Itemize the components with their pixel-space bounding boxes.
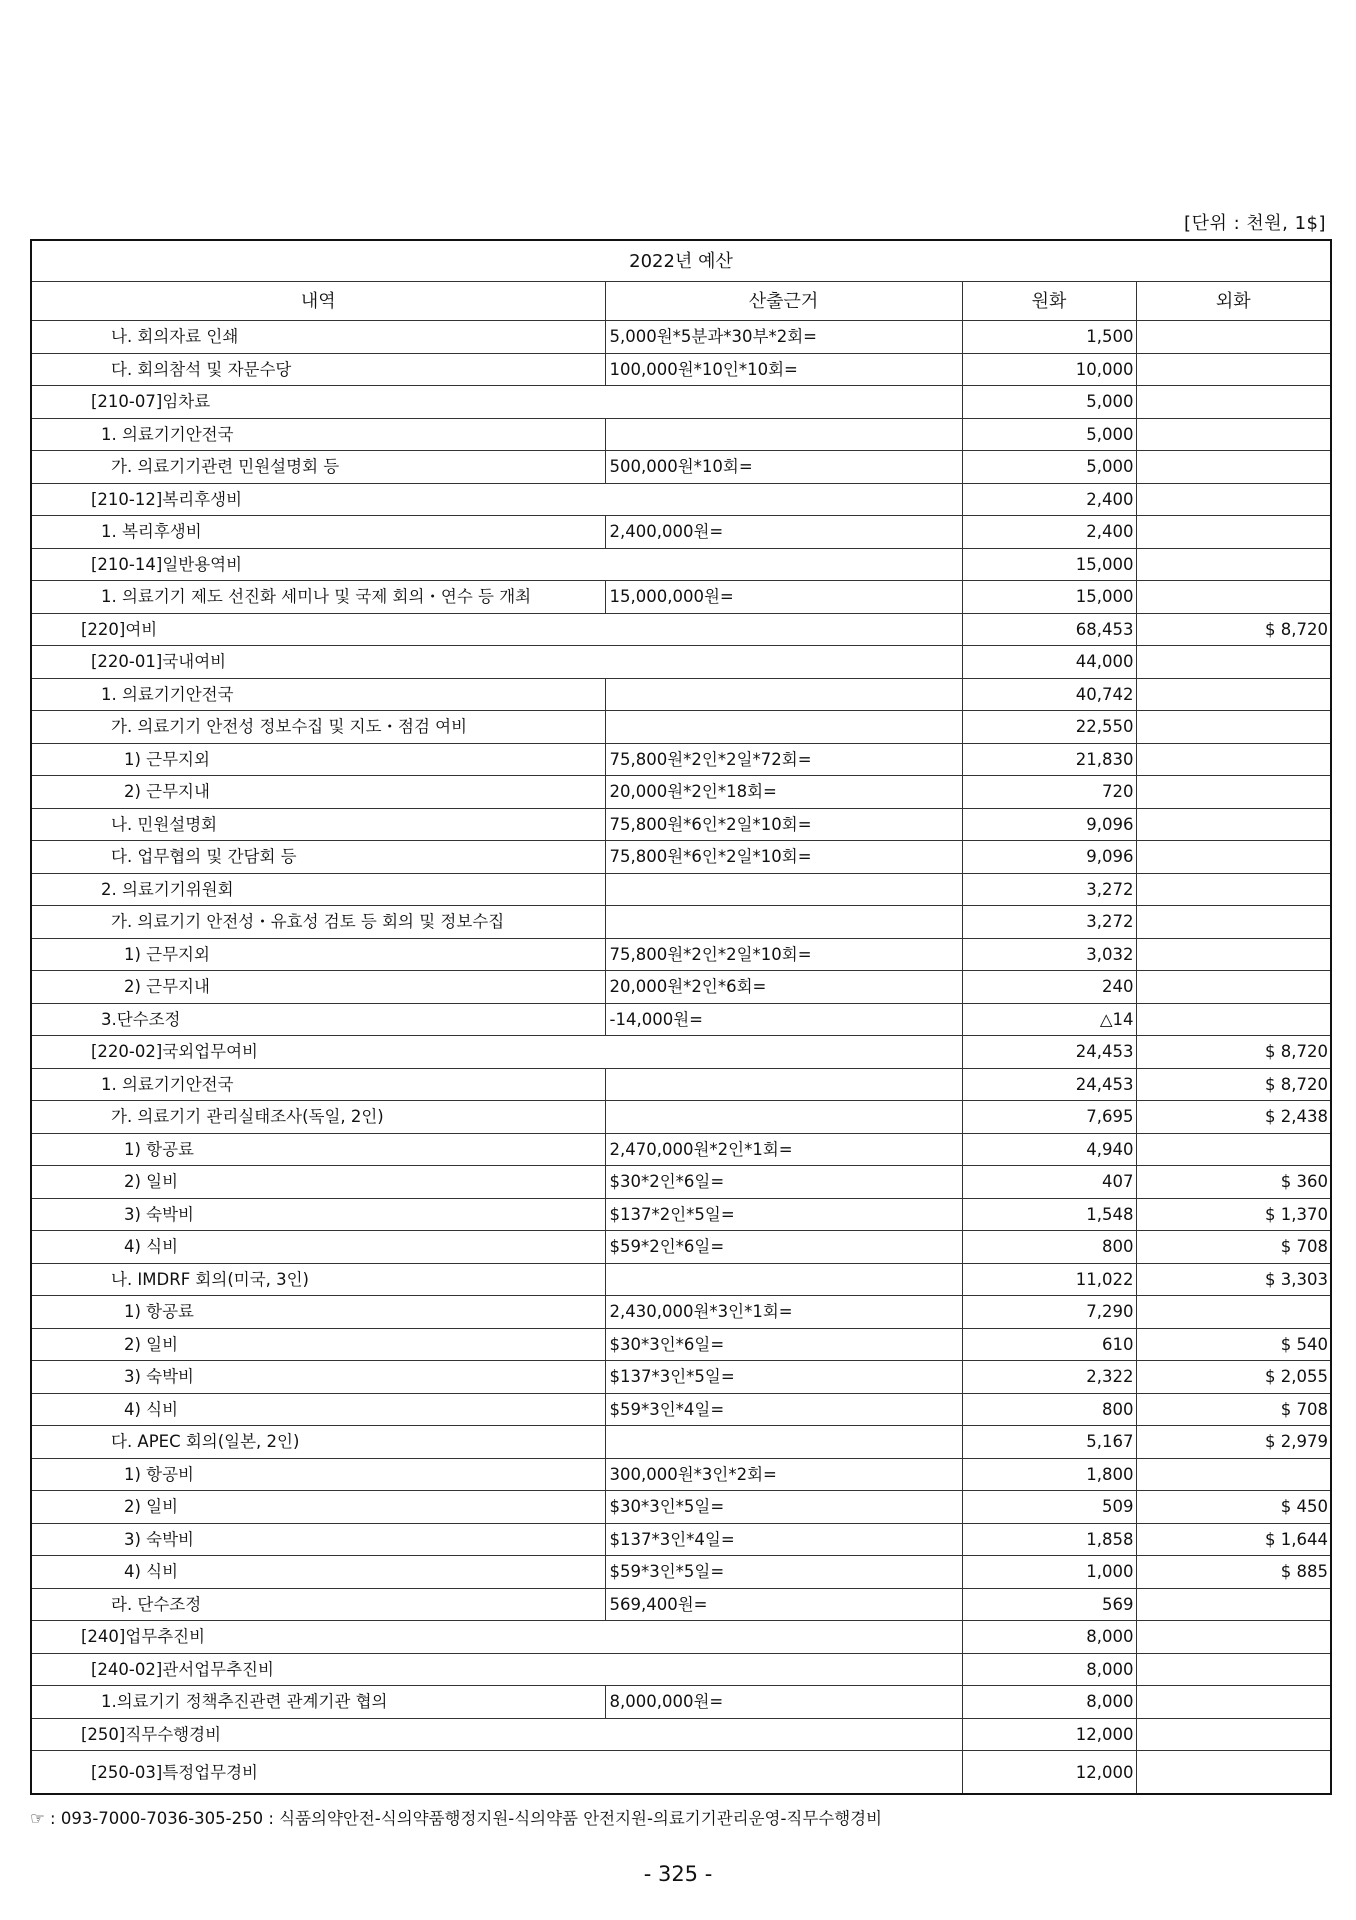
row-item: 1. 의료기기안전국	[31, 1068, 605, 1101]
row-krw: 3,032	[962, 938, 1136, 971]
row-krw: 1,858	[962, 1523, 1136, 1556]
row-item: 가. 의료기기 안전성・유효성 검토 등 회의 및 정보수집	[31, 906, 605, 939]
row-krw: 800	[962, 1231, 1136, 1264]
row-fx	[1136, 1653, 1331, 1686]
table-row	[31, 906, 1331, 939]
row-fx	[1136, 418, 1331, 451]
row-krw: 2,400	[962, 516, 1136, 549]
row-fx	[1136, 1718, 1331, 1751]
row-fx	[1136, 1003, 1331, 1036]
row-krw: 2,400	[962, 483, 1136, 516]
row-krw: △14	[962, 1003, 1136, 1036]
row-krw: 1,000	[962, 1556, 1136, 1589]
row-item: 나. 회의자료 인쇄	[31, 321, 605, 354]
budget-table-wrap	[30, 239, 1330, 1795]
row-fx: $ 8,720	[1136, 1068, 1331, 1101]
row-krw: 21,830	[962, 743, 1136, 776]
row-item: 1. 의료기기 제도 선진화 세미나 및 국제 회의・연수 등 개최	[31, 581, 605, 614]
table-row	[31, 1426, 1331, 1459]
row-basis: $137*3인*5일=	[605, 1361, 962, 1394]
row-krw: 9,096	[962, 841, 1136, 874]
row-fx	[1136, 938, 1331, 971]
footnote: ☞ : 093-7000-7036-305-250 : 식품의약안전-식의약품행정지원-식의약품 안전지원-의료기기관리운영-직무수행경비	[30, 1809, 883, 1828]
table-row	[31, 1653, 1331, 1686]
row-basis: 8,000,000원=	[605, 1686, 962, 1719]
row-fx: $ 8,720	[1136, 613, 1331, 646]
row-krw: 5,000	[962, 451, 1136, 484]
row-fx	[1136, 581, 1331, 614]
row-fx	[1136, 841, 1331, 874]
row-item: 2. 의료기기위원회	[31, 873, 605, 906]
row-item: 1) 근무지외	[31, 743, 605, 776]
row-krw: 7,695	[962, 1101, 1136, 1134]
row-basis: 2,430,000원*3인*1회=	[605, 1296, 962, 1329]
row-fx: $ 2,055	[1136, 1361, 1331, 1394]
row-fx: $ 360	[1136, 1166, 1331, 1199]
row-krw: 22,550	[962, 711, 1136, 744]
row-fx	[1136, 743, 1331, 776]
row-fx	[1136, 1588, 1331, 1621]
row-basis: $30*3인*5일=	[605, 1491, 962, 1524]
table-row	[31, 1296, 1331, 1329]
table-row	[31, 321, 1331, 354]
row-fx	[1136, 646, 1331, 679]
row-basis: 20,000원*2인*18회=	[605, 776, 962, 809]
row-fx: $ 708	[1136, 1231, 1331, 1264]
row-basis: 20,000원*2인*6회=	[605, 971, 962, 1004]
row-krw: 5,000	[962, 418, 1136, 451]
row-basis: 75,800원*6인*2일*10회=	[605, 808, 962, 841]
row-fx: $ 708	[1136, 1393, 1331, 1426]
row-fx	[1136, 483, 1331, 516]
row-krw: 5,000	[962, 386, 1136, 419]
row-item: 3) 숙박비	[31, 1198, 605, 1231]
row-krw: 24,453	[962, 1036, 1136, 1069]
table-row	[31, 971, 1331, 1004]
budget-table	[30, 239, 1332, 1795]
row-item: 2) 근무지내	[31, 971, 605, 1004]
row-item: 1) 항공료	[31, 1133, 605, 1166]
row-fx	[1136, 1296, 1331, 1329]
row-basis: $30*3인*6일=	[605, 1328, 962, 1361]
row-item: 3) 숙박비	[31, 1523, 605, 1556]
table-title: 2022년 예산	[31, 240, 1331, 282]
unit-label: [단위 : 천원, 1$]	[1184, 213, 1326, 234]
row-item: [220-02]국외업무여비	[31, 1036, 962, 1069]
table-row	[31, 1231, 1331, 1264]
row-fx: $ 885	[1136, 1556, 1331, 1589]
row-basis: $59*3인*4일=	[605, 1393, 962, 1426]
table-row	[31, 1751, 1331, 1795]
row-basis: 2,400,000원=	[605, 516, 962, 549]
row-item: 1. 의료기기안전국	[31, 418, 605, 451]
row-krw: 800	[962, 1393, 1136, 1426]
row-krw: 2,322	[962, 1361, 1136, 1394]
row-item: 나. IMDRF 회의(미국, 3인)	[31, 1263, 605, 1296]
row-item: 다. 회의참석 및 자문수당	[31, 353, 605, 386]
row-krw: 8,000	[962, 1686, 1136, 1719]
table-body	[31, 321, 1331, 1795]
row-item: 1) 근무지외	[31, 938, 605, 971]
row-krw: 24,453	[962, 1068, 1136, 1101]
row-fx	[1136, 516, 1331, 549]
row-item: [210-07]임차료	[31, 386, 962, 419]
table-row	[31, 678, 1331, 711]
table-row	[31, 353, 1331, 386]
row-krw: 44,000	[962, 646, 1136, 679]
row-krw: 4,940	[962, 1133, 1136, 1166]
row-item: 1. 복리후생비	[31, 516, 605, 549]
row-item: 2) 일비	[31, 1328, 605, 1361]
table-row	[31, 418, 1331, 451]
table-row	[31, 1133, 1331, 1166]
table-row	[31, 1556, 1331, 1589]
row-krw: 240	[962, 971, 1136, 1004]
table-row	[31, 1523, 1331, 1556]
row-basis: 75,800원*6인*2일*10회=	[605, 841, 962, 874]
row-fx	[1136, 711, 1331, 744]
row-fx	[1136, 906, 1331, 939]
table-row	[31, 1718, 1331, 1751]
table-row	[31, 1393, 1331, 1426]
row-fx	[1136, 808, 1331, 841]
table-row	[31, 1263, 1331, 1296]
row-krw: 11,022	[962, 1263, 1136, 1296]
row-item: 라. 단수조정	[31, 1588, 605, 1621]
row-basis: 2,470,000원*2인*1회=	[605, 1133, 962, 1166]
row-basis	[605, 418, 962, 451]
table-row	[31, 776, 1331, 809]
row-krw: 12,000	[962, 1751, 1136, 1795]
row-krw: 15,000	[962, 548, 1136, 581]
header-fx: 외화	[1136, 282, 1331, 321]
row-fx: $ 3,303	[1136, 1263, 1331, 1296]
row-basis: $59*2인*6일=	[605, 1231, 962, 1264]
row-fx	[1136, 386, 1331, 419]
row-krw: 7,290	[962, 1296, 1136, 1329]
row-item: 1) 항공비	[31, 1458, 605, 1491]
row-fx: $ 2,979	[1136, 1426, 1331, 1459]
header-krw: 원화	[962, 282, 1136, 321]
row-item: [220]여비	[31, 613, 962, 646]
table-row	[31, 1101, 1331, 1134]
table-row	[31, 711, 1331, 744]
table-row	[31, 1328, 1331, 1361]
table-row	[31, 743, 1331, 776]
table-row	[31, 581, 1331, 614]
row-item: 가. 의료기기관련 민원설명회 등	[31, 451, 605, 484]
row-basis: 75,800원*2인*2일*72회=	[605, 743, 962, 776]
row-krw: 407	[962, 1166, 1136, 1199]
row-item: [250]직무수행경비	[31, 1718, 962, 1751]
row-item: 나. 민원설명회	[31, 808, 605, 841]
row-krw: 12,000	[962, 1718, 1136, 1751]
row-basis: 100,000원*10인*10회=	[605, 353, 962, 386]
row-item: [250-03]특정업무경비	[31, 1751, 962, 1795]
row-fx	[1136, 1751, 1331, 1795]
row-basis: 5,000원*5분과*30부*2회=	[605, 321, 962, 354]
row-basis: -14,000원=	[605, 1003, 962, 1036]
row-basis	[605, 1426, 962, 1459]
row-fx	[1136, 1621, 1331, 1654]
header-item: 내역	[31, 282, 605, 321]
row-fx	[1136, 321, 1331, 354]
row-fx	[1136, 451, 1331, 484]
row-basis: 300,000원*3인*2회=	[605, 1458, 962, 1491]
row-basis: $59*3인*5일=	[605, 1556, 962, 1589]
table-row	[31, 483, 1331, 516]
row-krw: 3,272	[962, 906, 1136, 939]
row-item: 다. 업무협의 및 간담회 등	[31, 841, 605, 874]
row-fx: $ 450	[1136, 1491, 1331, 1524]
row-fx	[1136, 971, 1331, 1004]
row-item: [240-02]관서업무추진비	[31, 1653, 962, 1686]
row-krw: 1,500	[962, 321, 1136, 354]
row-krw: 720	[962, 776, 1136, 809]
row-item: 3) 숙박비	[31, 1361, 605, 1394]
row-basis: $137*2인*5일=	[605, 1198, 962, 1231]
row-item: 가. 의료기기 안전성 정보수집 및 지도・점검 여비	[31, 711, 605, 744]
row-fx: $ 8,720	[1136, 1036, 1331, 1069]
table-row	[31, 1491, 1331, 1524]
table-row	[31, 1036, 1331, 1069]
table-row	[31, 646, 1331, 679]
table-row	[31, 548, 1331, 581]
row-item: 4) 식비	[31, 1393, 605, 1426]
row-fx	[1136, 1458, 1331, 1491]
row-item: 4) 식비	[31, 1556, 605, 1589]
table-row	[31, 1003, 1331, 1036]
row-basis: $30*2인*6일=	[605, 1166, 962, 1199]
row-krw: 5,167	[962, 1426, 1136, 1459]
row-basis	[605, 678, 962, 711]
row-krw: 8,000	[962, 1653, 1136, 1686]
row-fx	[1136, 678, 1331, 711]
row-fx	[1136, 353, 1331, 386]
row-item: [240]업무추진비	[31, 1621, 962, 1654]
row-fx: $ 540	[1136, 1328, 1331, 1361]
row-basis: 500,000원*10회=	[605, 451, 962, 484]
row-item: 1.의료기기 정책추진관련 관계기관 협의	[31, 1686, 605, 1719]
row-item: 가. 의료기기 관리실태조사(독일, 2인)	[31, 1101, 605, 1134]
row-basis	[605, 1068, 962, 1101]
page-number: - 325 -	[643, 1862, 713, 1886]
row-krw: 15,000	[962, 581, 1136, 614]
table-row	[31, 938, 1331, 971]
row-basis: 15,000,000원=	[605, 581, 962, 614]
row-item: 2) 일비	[31, 1491, 605, 1524]
table-row	[31, 1166, 1331, 1199]
row-item: [220-01]국내여비	[31, 646, 962, 679]
row-basis	[605, 1263, 962, 1296]
row-item: 2) 근무지내	[31, 776, 605, 809]
row-basis: 569,400원=	[605, 1588, 962, 1621]
row-krw: 8,000	[962, 1621, 1136, 1654]
row-item: 2) 일비	[31, 1166, 605, 1199]
table-row	[31, 451, 1331, 484]
table-row	[31, 516, 1331, 549]
row-basis: 75,800원*2인*2일*10회=	[605, 938, 962, 971]
table-row	[31, 386, 1331, 419]
row-item: 1) 항공료	[31, 1296, 605, 1329]
table-row	[31, 1686, 1331, 1719]
row-krw: 68,453	[962, 613, 1136, 646]
table-row	[31, 1198, 1331, 1231]
row-krw: 10,000	[962, 353, 1136, 386]
table-row	[31, 808, 1331, 841]
row-krw: 40,742	[962, 678, 1136, 711]
row-basis	[605, 1101, 962, 1134]
row-basis	[605, 711, 962, 744]
row-basis	[605, 906, 962, 939]
row-krw: 1,800	[962, 1458, 1136, 1491]
table-row	[31, 873, 1331, 906]
row-krw: 1,548	[962, 1198, 1136, 1231]
table-row	[31, 841, 1331, 874]
row-krw: 610	[962, 1328, 1136, 1361]
row-item: 4) 식비	[31, 1231, 605, 1264]
table-row	[31, 1068, 1331, 1101]
header-basis: 산출근거	[605, 282, 962, 321]
row-fx: $ 1,644	[1136, 1523, 1331, 1556]
row-krw: 3,272	[962, 873, 1136, 906]
row-item: [210-12]복리후생비	[31, 483, 962, 516]
table-row	[31, 1458, 1331, 1491]
table-row	[31, 1621, 1331, 1654]
row-krw: 509	[962, 1491, 1136, 1524]
row-basis	[605, 873, 962, 906]
table-row	[31, 1361, 1331, 1394]
table-row	[31, 1588, 1331, 1621]
row-fx: $ 1,370	[1136, 1198, 1331, 1231]
row-item: 1. 의료기기안전국	[31, 678, 605, 711]
row-item: 다. APEC 회의(일본, 2인)	[31, 1426, 605, 1459]
row-basis: $137*3인*4일=	[605, 1523, 962, 1556]
row-fx	[1136, 548, 1331, 581]
row-krw: 9,096	[962, 808, 1136, 841]
row-fx	[1136, 1686, 1331, 1719]
row-fx	[1136, 1133, 1331, 1166]
row-fx: $ 2,438	[1136, 1101, 1331, 1134]
row-fx	[1136, 873, 1331, 906]
row-item: [210-14]일반용역비	[31, 548, 962, 581]
row-item: 3.단수조정	[31, 1003, 605, 1036]
row-fx	[1136, 776, 1331, 809]
table-row	[31, 613, 1331, 646]
row-krw: 569	[962, 1588, 1136, 1621]
